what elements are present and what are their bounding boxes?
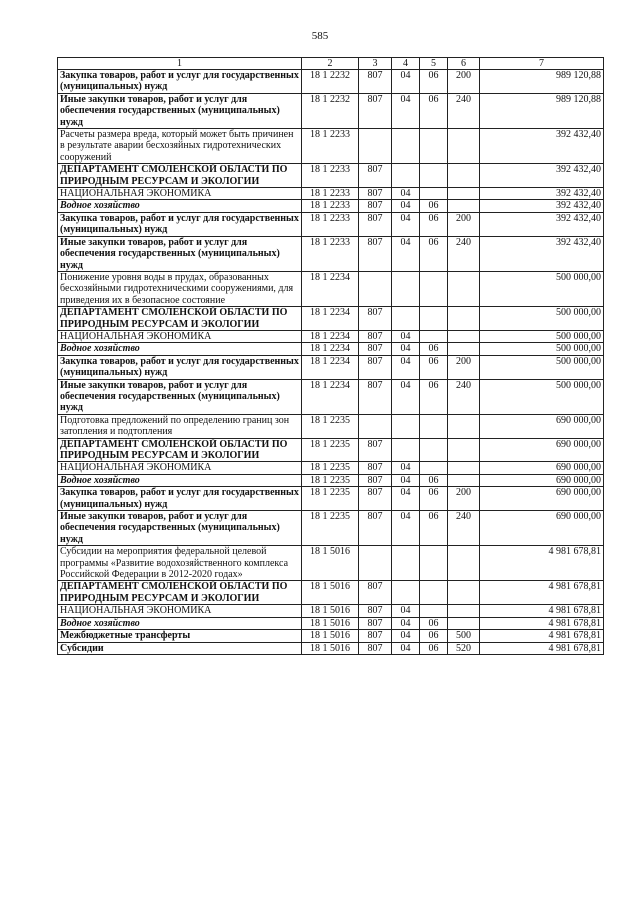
row-subsection-code: 06 [420,343,448,355]
row-section-code: 04 [392,343,420,355]
row-amount: 500 000,00 [480,330,604,342]
row-subsection-code [420,438,448,462]
row-expense-type [448,581,480,605]
row-admin-code: 807 [359,330,392,342]
row-subsection-code: 06 [420,474,448,486]
row-subsection-code: 06 [420,511,448,546]
row-target-article: 18 1 2234 [302,379,359,414]
row-expense-type [448,462,480,474]
row-amount: 4 981 678,81 [480,617,604,629]
row-subsection-code [420,188,448,200]
table-row [58,93,604,128]
row-section-code [392,414,420,438]
row-name: Водное хозяйство [58,617,302,629]
row-name: Расчеты размера вреда, который может быть причинен в результате аварии бесхозяйных гидротехнических сооружений [58,129,302,164]
row-subsection-code [420,164,448,188]
row-expense-type: 240 [448,93,480,128]
row-amount: 690 000,00 [480,438,604,462]
row-subsection-code [420,271,448,306]
row-name: НАЦИОНАЛЬНАЯ ЭКОНОМИКА [58,188,302,200]
row-subsection-code: 06 [420,487,448,511]
row-section-code: 04 [392,200,420,212]
row-amount: 500 000,00 [480,343,604,355]
row-name: Иные закупки товаров, работ и услуг для обеспечения государственных (муниципальных) нужд [58,93,302,128]
row-name: НАЦИОНАЛЬНАЯ ЭКОНОМИКА [58,605,302,617]
table-row [58,343,604,355]
row-expense-type: 500 [448,630,480,642]
row-name: Водное хозяйство [58,343,302,355]
row-subsection-code [420,414,448,438]
row-target-article: 18 1 2235 [302,487,359,511]
row-name: Иные закупки товаров, работ и услуг для обеспечения государственных (муниципальных) нужд [58,511,302,546]
row-target-article: 18 1 2233 [302,236,359,271]
row-section-code [392,581,420,605]
row-amount: 4 981 678,81 [480,546,604,581]
row-expense-type: 200 [448,212,480,236]
row-amount: 989 120,88 [480,70,604,94]
header-cell-6: 6 [448,58,480,70]
row-section-code: 04 [392,605,420,617]
row-name: НАЦИОНАЛЬНАЯ ЭКОНОМИКА [58,330,302,342]
row-amount: 392 432,40 [480,164,604,188]
row-section-code: 04 [392,487,420,511]
row-admin-code [359,129,392,164]
row-amount: 690 000,00 [480,414,604,438]
row-name: Закупка товаров, работ и услуг для государственных (муниципальных) нужд [58,487,302,511]
row-target-article: 18 1 2234 [302,307,359,331]
row-amount: 4 981 678,81 [480,642,604,654]
row-target-article: 18 1 2235 [302,438,359,462]
table-row [58,617,604,629]
row-amount: 4 981 678,81 [480,581,604,605]
row-target-article: 18 1 2235 [302,511,359,546]
row-admin-code: 807 [359,617,392,629]
row-expense-type: 200 [448,355,480,379]
row-subsection-code: 06 [420,200,448,212]
table-row [58,414,604,438]
row-name: Субсидии на мероприятия федеральной целевой программы «Развитие водохозяйственного комплекса Российской Федерации в 2012-2020 годах» [58,546,302,581]
row-name: ДЕПАРТАМЕНТ СМОЛЕНСКОЙ ОБЛАСТИ ПО ПРИРОДНЫМ РЕСУРСАМ И ЭКОЛОГИИ [58,164,302,188]
table-row [58,630,604,642]
row-expense-type: 240 [448,511,480,546]
row-expense-type [448,271,480,306]
row-section-code [392,271,420,306]
table-row [58,487,604,511]
row-expense-type: 240 [448,236,480,271]
row-amount: 500 000,00 [480,355,604,379]
row-amount: 392 432,40 [480,236,604,271]
table-row [58,188,604,200]
row-section-code: 04 [392,511,420,546]
row-amount: 4 981 678,81 [480,605,604,617]
row-section-code: 04 [392,462,420,474]
row-target-article: 18 1 2234 [302,271,359,306]
row-amount: 392 432,40 [480,188,604,200]
row-section-code: 04 [392,379,420,414]
row-name: Закупка товаров, работ и услуг для государственных (муниципальных) нужд [58,355,302,379]
row-name: ДЕПАРТАМЕНТ СМОЛЕНСКОЙ ОБЛАСТИ ПО ПРИРОДНЫМ РЕСУРСАМ И ЭКОЛОГИИ [58,581,302,605]
row-section-code: 04 [392,236,420,271]
row-section-code: 04 [392,630,420,642]
row-expense-type: 200 [448,487,480,511]
row-target-article: 18 1 2233 [302,129,359,164]
row-admin-code: 807 [359,355,392,379]
row-section-code: 04 [392,617,420,629]
row-expense-type [448,307,480,331]
row-target-article: 18 1 2232 [302,93,359,128]
table-row [58,474,604,486]
table-row [58,581,604,605]
row-admin-code: 807 [359,605,392,617]
row-admin-code: 807 [359,474,392,486]
row-admin-code: 807 [359,212,392,236]
row-amount: 500 000,00 [480,307,604,331]
row-name: Подготовка предложений по определению границ зон затопления и подтопления [58,414,302,438]
table-row [58,438,604,462]
row-section-code: 04 [392,642,420,654]
table-row [58,355,604,379]
table-row [58,271,604,306]
header-cell-4: 4 [392,58,420,70]
table-row [58,307,604,331]
table-row [58,642,604,654]
row-admin-code: 807 [359,487,392,511]
header-cell-3: 3 [359,58,392,70]
row-target-article: 18 1 2233 [302,212,359,236]
row-target-article: 18 1 2233 [302,188,359,200]
table-row [58,511,604,546]
row-name: Водное хозяйство [58,474,302,486]
row-admin-code: 807 [359,581,392,605]
row-name: ДЕПАРТАМЕНТ СМОЛЕНСКОЙ ОБЛАСТИ ПО ПРИРОДНЫМ РЕСУРСАМ И ЭКОЛОГИИ [58,307,302,331]
row-admin-code [359,546,392,581]
row-admin-code: 807 [359,164,392,188]
row-subsection-code [420,307,448,331]
row-section-code: 04 [392,212,420,236]
row-section-code [392,438,420,462]
row-section-code: 04 [392,474,420,486]
row-expense-type [448,200,480,212]
header-cell-2: 2 [302,58,359,70]
row-amount: 690 000,00 [480,462,604,474]
row-name: Межбюджетные трансферты [58,630,302,642]
page-number: 585 [311,30,329,42]
row-amount: 4 981 678,81 [480,630,604,642]
table-header-row [58,58,604,70]
row-expense-type: 520 [448,642,480,654]
row-expense-type [448,438,480,462]
row-subsection-code [420,129,448,164]
row-name: Субсидии [58,642,302,654]
row-amount: 392 432,40 [480,200,604,212]
row-subsection-code [420,605,448,617]
row-section-code: 04 [392,70,420,94]
row-name: ДЕПАРТАМЕНТ СМОЛЕНСКОЙ ОБЛАСТИ ПО ПРИРОДНЫМ РЕСУРСАМ И ЭКОЛОГИИ [58,438,302,462]
row-target-article: 18 1 5016 [302,546,359,581]
row-subsection-code: 06 [420,642,448,654]
table-row [58,379,604,414]
row-admin-code: 807 [359,307,392,331]
table-row [58,212,604,236]
row-name: Иные закупки товаров, работ и услуг для обеспечения государственных (муниципальных) нужд [58,236,302,271]
row-target-article: 18 1 5016 [302,642,359,654]
row-admin-code: 807 [359,70,392,94]
row-subsection-code [420,330,448,342]
table-row [58,330,604,342]
row-admin-code: 807 [359,630,392,642]
row-expense-type [448,414,480,438]
row-expense-type [448,330,480,342]
row-subsection-code: 06 [420,630,448,642]
row-expense-type [448,129,480,164]
row-expense-type [448,343,480,355]
row-admin-code: 807 [359,438,392,462]
table-row [58,129,604,164]
row-section-code: 04 [392,330,420,342]
row-admin-code: 807 [359,462,392,474]
table-row [58,70,604,94]
row-subsection-code [420,462,448,474]
row-amount: 690 000,00 [480,487,604,511]
table-row [58,200,604,212]
row-expense-type [448,188,480,200]
row-target-article: 18 1 5016 [302,581,359,605]
row-subsection-code: 06 [420,379,448,414]
row-admin-code: 807 [359,379,392,414]
row-amount: 392 432,40 [480,212,604,236]
row-name: Закупка товаров, работ и услуг для государственных (муниципальных) нужд [58,70,302,94]
row-target-article: 18 1 5016 [302,617,359,629]
row-target-article: 18 1 5016 [302,630,359,642]
table-row [58,164,604,188]
row-subsection-code: 06 [420,236,448,271]
header-cell-1: 1 [58,58,302,70]
row-subsection-code: 06 [420,212,448,236]
row-expense-type [448,546,480,581]
row-name: Водное хозяйство [58,200,302,212]
row-admin-code: 807 [359,343,392,355]
row-admin-code: 807 [359,93,392,128]
row-amount: 690 000,00 [480,511,604,546]
row-amount: 989 120,88 [480,93,604,128]
row-subsection-code: 06 [420,355,448,379]
table-row [58,462,604,474]
row-name: Закупка товаров, работ и услуг для государственных (муниципальных) нужд [58,212,302,236]
row-subsection-code [420,581,448,605]
row-amount: 690 000,00 [480,474,604,486]
row-section-code: 04 [392,188,420,200]
header-cell-7: 7 [480,58,604,70]
row-target-article: 18 1 2234 [302,343,359,355]
row-admin-code: 807 [359,188,392,200]
row-name: Понижение уровня воды в прудах, образованных бесхозяйными гидротехническими сооружениями, для приведения их в безопасное состояние [58,271,302,306]
table-row [58,236,604,271]
row-target-article: 18 1 2234 [302,330,359,342]
row-expense-type [448,605,480,617]
header-cell-5: 5 [420,58,448,70]
row-subsection-code: 06 [420,617,448,629]
row-section-code [392,129,420,164]
row-target-article: 18 1 2233 [302,164,359,188]
row-section-code: 04 [392,355,420,379]
row-expense-type [448,617,480,629]
table-row [58,546,604,581]
row-subsection-code: 06 [420,93,448,128]
row-target-article: 18 1 2235 [302,414,359,438]
row-target-article: 18 1 5016 [302,605,359,617]
row-amount: 500 000,00 [480,379,604,414]
row-expense-type [448,164,480,188]
row-target-article: 18 1 2233 [302,200,359,212]
row-expense-type [448,474,480,486]
row-expense-type: 240 [448,379,480,414]
row-target-article: 18 1 2235 [302,462,359,474]
row-admin-code: 807 [359,642,392,654]
budget-table [57,57,604,655]
row-target-article: 18 1 2234 [302,355,359,379]
row-name: Иные закупки товаров, работ и услуг для обеспечения государственных (муниципальных) нужд [58,379,302,414]
row-target-article: 18 1 2232 [302,70,359,94]
row-target-article: 18 1 2235 [302,474,359,486]
row-section-code [392,546,420,581]
row-subsection-code [420,546,448,581]
row-admin-code: 807 [359,200,392,212]
row-admin-code [359,414,392,438]
row-section-code [392,307,420,331]
row-admin-code: 807 [359,236,392,271]
row-expense-type: 200 [448,70,480,94]
table-row [58,605,604,617]
row-amount: 500 000,00 [480,271,604,306]
row-admin-code [359,271,392,306]
row-section-code: 04 [392,93,420,128]
row-subsection-code: 06 [420,70,448,94]
row-admin-code: 807 [359,511,392,546]
row-name: НАЦИОНАЛЬНАЯ ЭКОНОМИКА [58,462,302,474]
row-section-code [392,164,420,188]
row-amount: 392 432,40 [480,129,604,164]
